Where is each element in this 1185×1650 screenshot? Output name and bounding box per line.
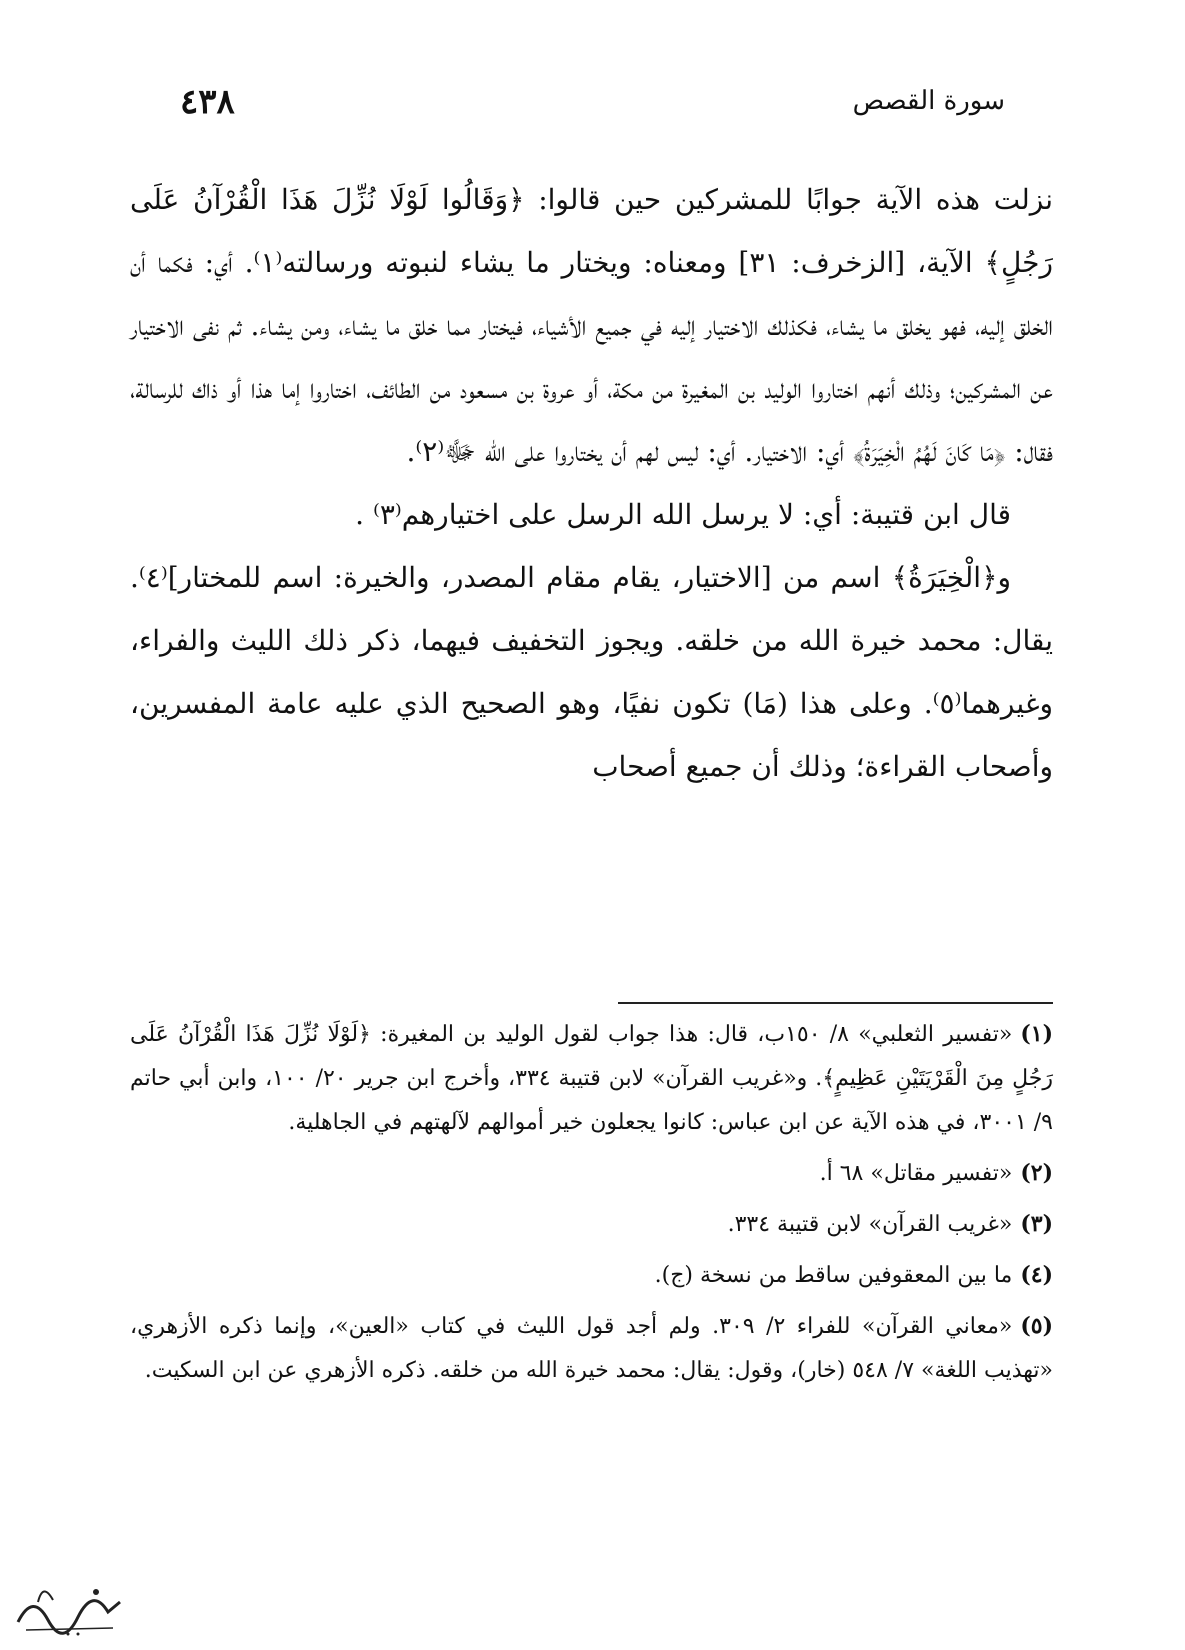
running-title: سورة القصص [852, 86, 1005, 116]
footnote-number: (٢) [1020, 1160, 1053, 1186]
footnotes [130, 1012, 1053, 1399]
library-stamp-logo [8, 1572, 128, 1642]
footnote-text: «معاني القرآن» للفراء ٢/ ٣٠٩. ولم أجد قول الليث في كتاب «العين»، وإنما ذكره الأزهري، «تهذيب اللغة» ٧/ ٥٤٨ (خار)، وقول: يقال: محمد خيرة الله من خلقه. ذكره الأزهري عن ابن السكيت. [130, 1314, 1053, 1383]
footnote-divider [618, 1002, 1053, 1004]
paragraph-1: نزلت هذه الآية جوابًا للمشركين حين قالوا: ﴿وَقَالُوا لَوْلَا نُزِّلَ هَذَا الْقُرْآنُ عَلَى رَجُلٍ﴾ الآية، [الزخرف: ٣١] ومعناه: ويختار ما يشاء لنبوته ورسالته⁽١⁾. أي: فكما أن الخلق إليه، فهو يخلق ما يشاء، فكذلك الاختيار إليه في جميع الأشياء، فيختار مما خلق ما يشاء، ومن يشاء. ثم نفى الاختيار عن المشركين؛ وذلك أنهم اختاروا الوليد بن المغيرة من مكة، أو عروة بن مسعود من الطائف، اختاروا إما هذا أو ذاك للرسالة، فقال: ﴿مَا كَانَ لَهُمُ الْخِيَرَةُ﴾ أي: الاختيار. أي: ليس لهم أن يختاروا على الله ﷻ⁽٢⁾. [130, 183, 1053, 468]
footnote-4 [130, 1253, 1053, 1298]
page-header [180, 82, 1005, 132]
footnote-2 [130, 1151, 1053, 1196]
footnote-5 [130, 1304, 1053, 1393]
footnote-text: ما بين المعقوفين ساقط من نسخة (ج). [654, 1263, 1013, 1288]
page-number: ٤٣٨ [180, 82, 235, 122]
footnote-1 [130, 1012, 1053, 1145]
footnote-number: (١) [1020, 1021, 1053, 1047]
paragraph-3: و﴿الْخِيَرَةُ﴾ اسم من [الاختيار، يقام مقام المصدر، والخيرة: اسم للمختار]⁽٤⁾. يقال: محمد خيرة الله من خلقه. ويجوز التخفيف فيهما، ذكر ذلك الليث والفراء، وغيرهما⁽٥⁾. وعلى هذا (مَا) تكون نفيًا، وهو الصحيح الذي عليه عامة المفسرين، وأصحاب القراءة؛ وذلك أن جميع أصحاب [130, 561, 1053, 783]
footnote-number: (٤) [1020, 1262, 1053, 1288]
footnote-text: «تفسير الثعلبي» ٨/ ١٥٠ب، قال: هذا جواب لقول الوليد بن المغيرة: ﴿لَوْلَا نُزِّلَ هَذَا الْقُرْآنُ عَلَى رَجُلٍ مِنَ الْقَرْيَتَيْنِ عَظِيمٍ﴾. و«غريب القرآن» لابن قتيبة ٣٣٤، وأخرج ابن جرير ٢٠/ ١٠٠، وابن أبي حاتم ٩/ ٣٠٠١، في هذه الآية عن ابن عباس: كانوا يجعلون خير أموالهم لآلهتهم في الجاهلية. [130, 1022, 1054, 1135]
footnote-number: (٥) [1020, 1313, 1054, 1339]
main-text [130, 168, 1053, 798]
footnote-number: (٣) [1020, 1211, 1053, 1237]
footnote-3 [130, 1202, 1053, 1247]
footnote-text: «تفسير مقاتل» ٦٨ أ. [819, 1161, 1013, 1186]
footnote-text: «غريب القرآن» لابن قتيبة ٣٣٤. [727, 1212, 1013, 1237]
paragraph-2: قال ابن قتيبة: أي: لا يرسل الله الرسل على اختيارهم⁽٣⁾ . [355, 498, 1011, 531]
